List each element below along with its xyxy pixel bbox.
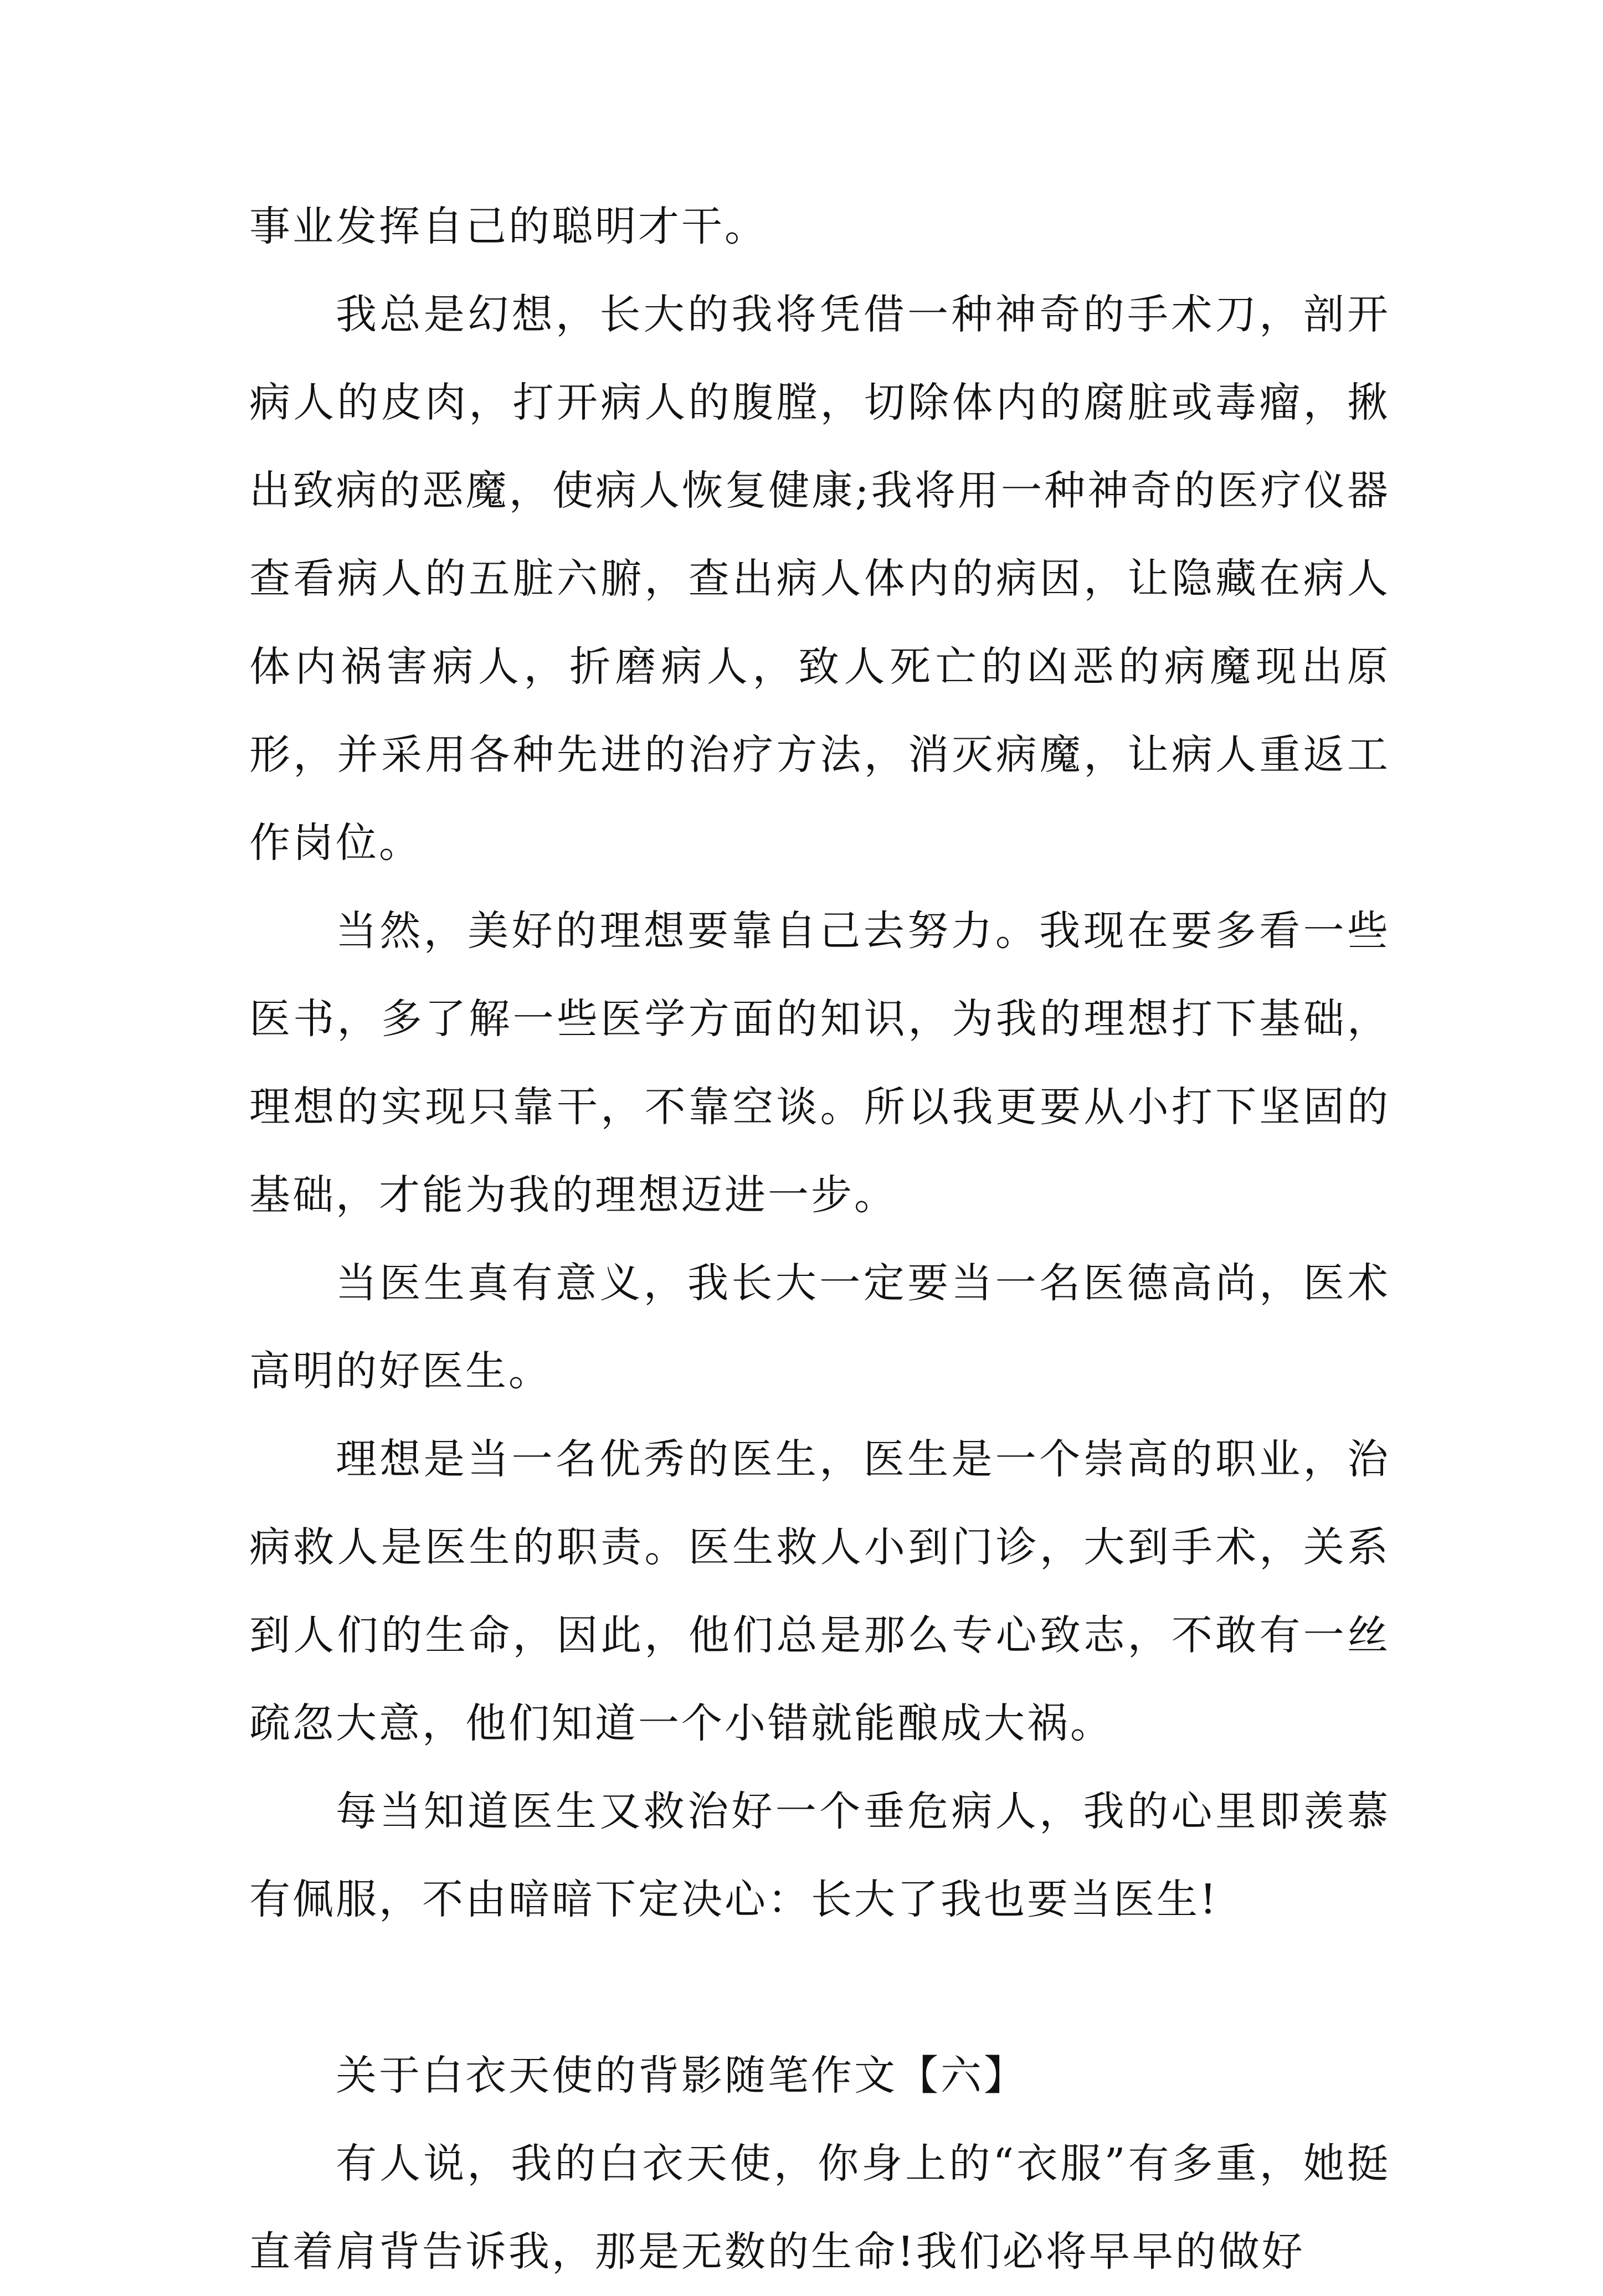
paragraph: 当医生真有意义，我长大一定要当一名医德高尚，医术高明的好医生。 [249,1259,1390,1395]
paragraph: 理想是当一名优秀的医生，医生是一个崇高的职业，治病救人是医生的职责。医生救人小到门诊，大到手术，关系到人们的生命，因此，他们总是那么专心致志，不敢有一丝疏忽大意，他们知道一个小错就能酿成大祸。 [249,1435,1390,1747]
document-body [249,183,1390,2296]
paragraph: 事业发挥自己的聪明才干。 [249,203,768,250]
paragraph: 当然，美好的理想要靠自己去努力。我现在要多看一些医书，多了解一些医学方面的知识，为我的理想打下基础，理想的实现只靠干，不靠空谈。所以我更要从小打下坚固的基础，才能为我的理想迈进一步。 [249,907,1390,1219]
paragraph: 有人说，我的白衣天使，你身上的“衣服”有多重，她挺直着肩背告诉我，那是无数的生命!我们必将早早的做好 [249,2140,1390,2276]
paragraph: 我总是幻想，长大的我将凭借一种神奇的手术刀，剖开病人的皮肉，打开病人的腹膛，切除体内的腐脏或毒瘤，揪出致病的恶魔，使病人恢复健康;我将用一种神奇的医疗仪器查看病人的五脏六腑，查出病人体内的病因，让隐藏在病人体内祸害病人，折磨病人，致人死亡的凶恶的病魔现出原形，并采用各种先进的治疗方法，消灭病魔，让病人重返工作岗位。 [249,291,1390,867]
section-heading: 关于白衣天使的背影随笔作文【六】 [336,2052,1027,2099]
paragraph: 每当知道医生又救治好一个垂危病人，我的心里即羡慕有佩服，不由暗暗下定决心：长大了我也要当医生! [249,1788,1390,1923]
section-gap [249,1944,1390,2032]
